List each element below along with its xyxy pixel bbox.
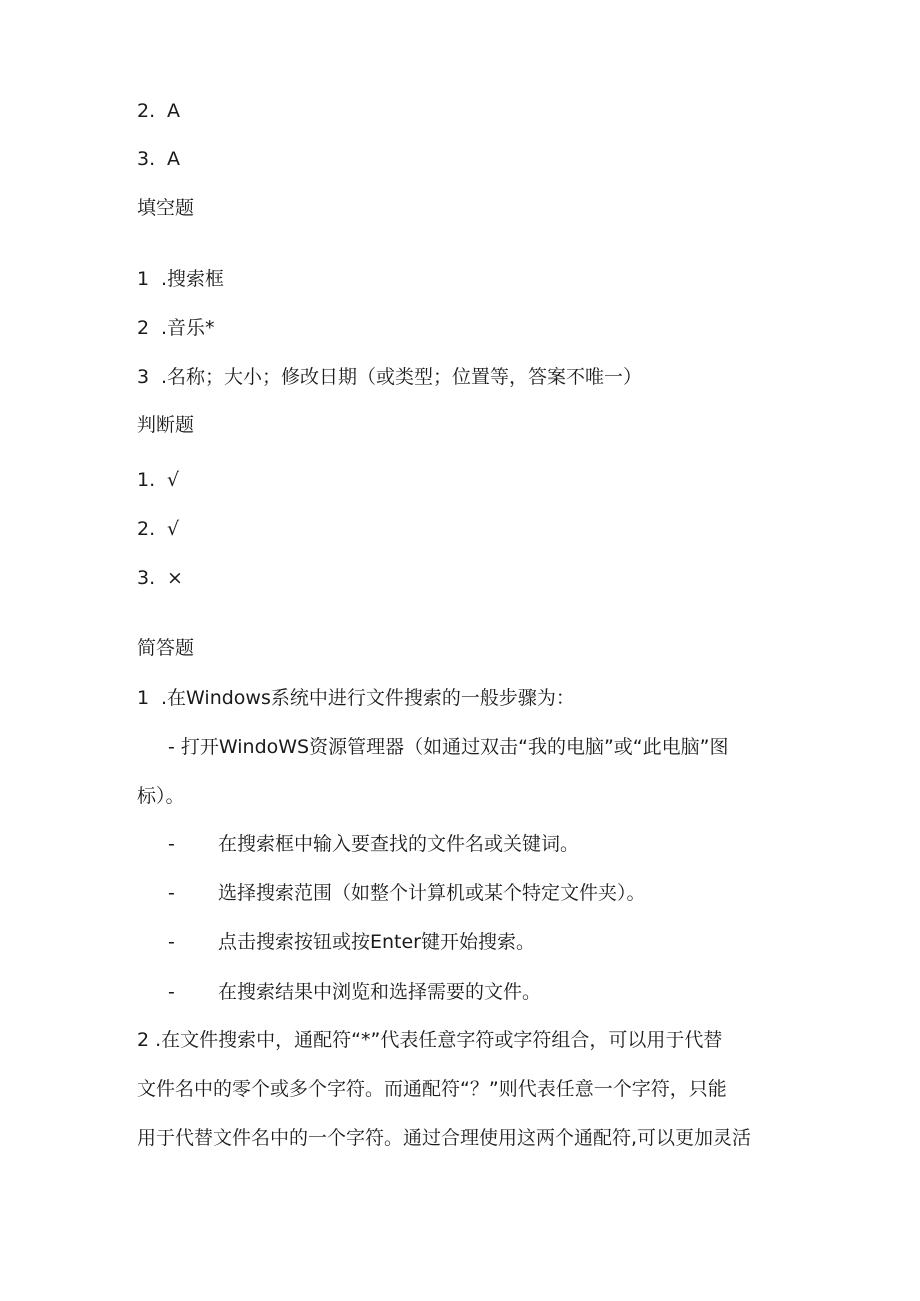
choice-answer-3 bbox=[137, 146, 180, 172]
item-number: 3 bbox=[137, 366, 150, 388]
item-answer: .音乐* bbox=[161, 317, 215, 339]
short-q2-line3: 用于代替文件名中的一个字符。通过合理使用这两个通配符,可以更加灵活 bbox=[137, 1127, 752, 1149]
short-q1-step1-line2: 标）。 bbox=[137, 785, 185, 807]
dash-marker: - bbox=[168, 981, 175, 1003]
item-answer: A bbox=[167, 100, 180, 122]
choice-answer-2 bbox=[137, 98, 180, 124]
fill-heading: 填空题 bbox=[137, 197, 195, 219]
item-answer: √ bbox=[167, 518, 180, 540]
step-text: 在搜索框中输入要查找的文件名或关键词。 bbox=[218, 833, 580, 855]
item-number: 1. bbox=[137, 469, 156, 491]
item-number: 1 bbox=[137, 687, 150, 709]
item-number: 2. bbox=[137, 100, 156, 122]
item-number: 2 bbox=[137, 317, 150, 339]
judge-answer-1 bbox=[137, 467, 179, 493]
short-q2-line1: 2 .在文件搜索中，通配符“*”代表任意字符或字符组合，可以用于代替 bbox=[137, 1029, 723, 1051]
item-number: 1 bbox=[137, 268, 150, 290]
item-answer: .名称；大小；修改日期（或类型；位置等，答案不唯一） bbox=[161, 366, 643, 388]
short-q1-step2 bbox=[168, 831, 579, 857]
dash-marker: - bbox=[168, 931, 175, 953]
short-q1-step5 bbox=[168, 979, 541, 1005]
item-number: 3. bbox=[137, 567, 156, 589]
short-q1-step3 bbox=[168, 880, 646, 906]
item-answer: × bbox=[167, 567, 183, 589]
short-q1-title bbox=[137, 685, 575, 711]
judge-heading: 判断题 bbox=[137, 414, 195, 436]
fill-answer-1 bbox=[137, 266, 224, 292]
judge-answer-2 bbox=[137, 516, 179, 542]
step-text: 点击搜索按钮或按Enter键开始搜索。 bbox=[218, 931, 535, 953]
item-number: 3. bbox=[137, 148, 156, 170]
item-text: .在Windows系统中进行文件搜索的一般步骤为： bbox=[161, 687, 575, 709]
dash-marker: - bbox=[168, 882, 175, 904]
item-answer: .搜索框 bbox=[161, 268, 225, 290]
short-q2-line2: 文件名中的零个或多个字符。而通配符“？”则代表任意一个字符，只能 bbox=[137, 1078, 727, 1100]
judge-answer-3 bbox=[137, 565, 183, 591]
item-answer: √ bbox=[167, 469, 180, 491]
item-answer: A bbox=[167, 148, 180, 170]
fill-answer-3 bbox=[137, 364, 642, 390]
step-text: 在搜索结果中浏览和选择需要的文件。 bbox=[218, 981, 542, 1003]
step-text: 选择搜索范围（如整个计算机或某个特定文件夹）。 bbox=[218, 882, 646, 904]
fill-answer-2 bbox=[137, 315, 215, 341]
short-q1-step1-line1: - 打开WindoWS资源管理器（如通过双击“我的电脑”或“此电脑”图 bbox=[168, 736, 729, 758]
dash-marker: - bbox=[168, 833, 175, 855]
short-heading: 简答题 bbox=[137, 637, 195, 659]
short-q1-step4 bbox=[168, 929, 535, 955]
item-number: 2. bbox=[137, 518, 156, 540]
